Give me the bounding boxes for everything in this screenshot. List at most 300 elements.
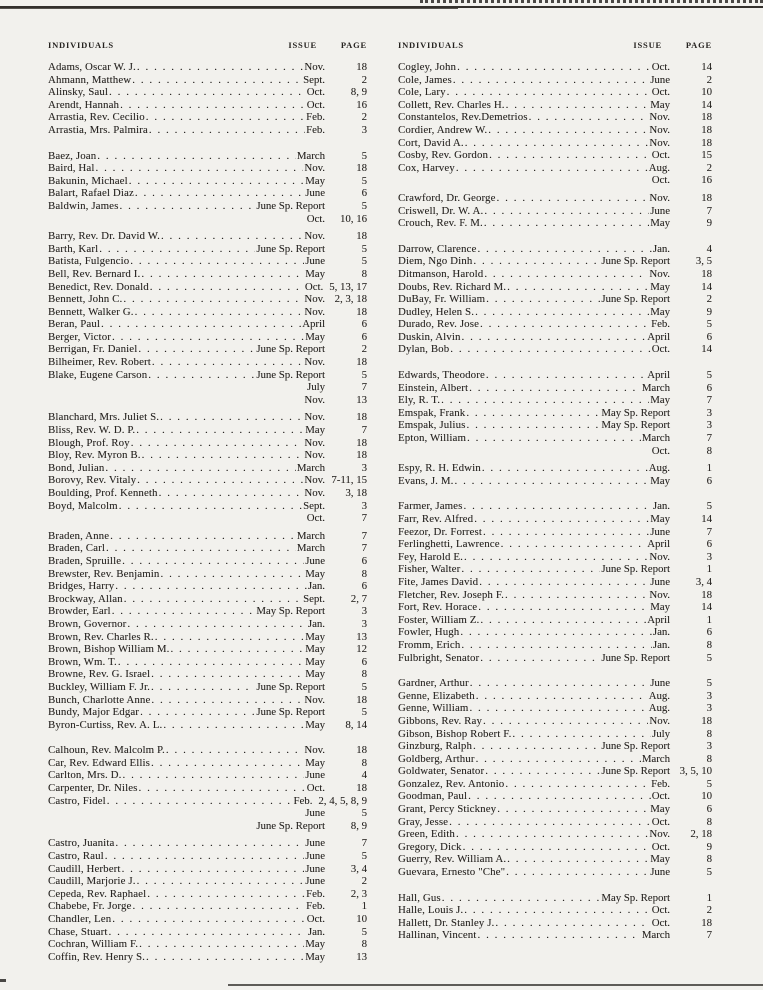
dot-leader bbox=[495, 917, 650, 930]
entry-name: Baldwin, James bbox=[48, 199, 119, 212]
entry-name: Durado, Rev. Jose bbox=[398, 318, 480, 331]
entry-issue: June bbox=[305, 850, 325, 863]
entry-name: Castro, Juanita bbox=[48, 837, 115, 850]
dot-leader bbox=[507, 281, 649, 294]
entry-page: 6 bbox=[361, 655, 367, 668]
index-row bbox=[398, 407, 712, 420]
dot-leader bbox=[105, 462, 295, 475]
dot-leader bbox=[489, 149, 651, 162]
entry-issue: May bbox=[305, 330, 325, 343]
entry-page: 1 bbox=[706, 462, 712, 475]
index-row bbox=[48, 820, 367, 833]
dot-leader bbox=[447, 86, 651, 99]
index-row bbox=[398, 639, 712, 652]
entry-issue: May bbox=[305, 668, 325, 681]
entry-name: Car, Rev. Edward Ellis bbox=[48, 756, 151, 769]
entry-page: 8 bbox=[706, 853, 712, 866]
entry-page: 8 bbox=[361, 756, 367, 769]
entry-issue: Oct. bbox=[651, 840, 670, 853]
dot-leader bbox=[461, 639, 652, 652]
individuals-heading: INDIVIDUALS bbox=[398, 40, 464, 50]
dot-leader bbox=[122, 555, 304, 568]
entry-name: Brown, Wm. T. bbox=[48, 655, 117, 668]
dot-leader bbox=[505, 778, 650, 791]
entry-name: Hall, Gus bbox=[398, 891, 441, 904]
index-row bbox=[398, 917, 712, 930]
entry-name: Feezor, Dr. Forrest bbox=[398, 525, 482, 538]
entry-issue: Feb. bbox=[306, 111, 325, 124]
index-row bbox=[398, 614, 712, 627]
index-row bbox=[48, 951, 367, 964]
index-row bbox=[398, 61, 712, 74]
entry-issue: May bbox=[650, 601, 670, 614]
entry-page: 18 bbox=[356, 305, 367, 318]
index-row bbox=[48, 656, 367, 669]
index-row bbox=[398, 394, 712, 407]
entry-page: 1 bbox=[706, 891, 712, 904]
dot-leader bbox=[129, 175, 304, 188]
entry-name: Berrigan, Fr. Daniel bbox=[48, 343, 138, 356]
top-dotted-rule bbox=[420, 0, 763, 3]
index-row bbox=[398, 149, 712, 162]
index-row bbox=[48, 500, 367, 513]
dot-leader bbox=[118, 656, 304, 669]
dot-leader bbox=[163, 719, 304, 732]
entry-issue: June Sp. Report bbox=[256, 199, 325, 212]
entry-issue: March bbox=[641, 432, 670, 445]
entry-name: Genne, William bbox=[398, 702, 469, 715]
index-row bbox=[398, 500, 712, 513]
dot-leader bbox=[469, 382, 641, 395]
index-row bbox=[398, 677, 712, 690]
entry-name: Dudley, Helen S. bbox=[398, 305, 475, 318]
entry-page: 2 bbox=[706, 161, 712, 174]
entry-name: Bloy, Rev. Myron B. bbox=[48, 449, 141, 462]
index-row bbox=[398, 904, 712, 917]
index-row bbox=[48, 542, 367, 555]
top-rule-shadow bbox=[0, 8, 458, 9]
index-row bbox=[48, 124, 367, 137]
entry-issue: June Sp. Report bbox=[601, 293, 670, 306]
entry-issue: June Sp. Report bbox=[601, 740, 670, 753]
entry-name: Alinsky, Saul bbox=[48, 86, 109, 99]
entry-issue: June bbox=[650, 575, 670, 588]
index-row bbox=[398, 526, 712, 539]
column-header bbox=[398, 40, 712, 51]
index-row bbox=[398, 892, 712, 905]
dot-leader bbox=[127, 618, 306, 631]
entry-issue: Nov. bbox=[649, 550, 670, 563]
index-row bbox=[48, 474, 367, 487]
dot-leader bbox=[137, 61, 304, 74]
dot-leader bbox=[160, 411, 303, 424]
index-row bbox=[398, 563, 712, 576]
entry-name: Arendt, Hannah bbox=[48, 98, 120, 111]
dot-leader bbox=[466, 419, 600, 432]
entry-name: Beran, Paul bbox=[48, 318, 101, 331]
index-row bbox=[48, 568, 367, 581]
entry-name: Genne, Elizabeth bbox=[398, 689, 475, 702]
dot-leader bbox=[456, 162, 648, 175]
entry-issue: June bbox=[305, 769, 325, 782]
entry-page: 3 bbox=[361, 461, 367, 474]
entry-name: Braden, Carl bbox=[48, 542, 105, 555]
entry-issue: Nov. bbox=[304, 487, 325, 499]
entry-page: 6 bbox=[706, 538, 712, 551]
index-row bbox=[48, 411, 367, 424]
entry-name: Ahmann, Matthew bbox=[48, 73, 132, 86]
entry-issue: Feb. bbox=[651, 777, 670, 790]
dot-leader bbox=[463, 841, 651, 854]
entry-page: 18 bbox=[356, 356, 367, 369]
dot-leader bbox=[477, 929, 640, 942]
dot-leader bbox=[442, 892, 601, 905]
entry-issue: Oct. bbox=[651, 444, 670, 457]
index-row bbox=[398, 318, 712, 331]
index-row bbox=[48, 875, 367, 888]
entry-name: Braden, Anne bbox=[48, 529, 110, 542]
entry-page: 2 bbox=[706, 293, 712, 306]
index-row bbox=[398, 369, 712, 382]
dot-leader bbox=[512, 728, 651, 741]
entry-page: 3 bbox=[706, 419, 712, 432]
index-row bbox=[48, 913, 367, 926]
entry-issue: June bbox=[650, 677, 670, 690]
entry-group bbox=[48, 150, 367, 732]
entry-issue: April bbox=[647, 613, 670, 626]
index-row bbox=[48, 512, 367, 525]
entry-issue: Oct. bbox=[651, 174, 670, 187]
dot-leader bbox=[110, 530, 296, 543]
entry-name: Gibbons, Rev. Ray bbox=[398, 714, 483, 727]
entry-page: 18 bbox=[701, 267, 712, 280]
dot-leader bbox=[151, 694, 303, 707]
entry-name: DuBay, Fr. William bbox=[398, 293, 486, 306]
entry-name: Boulding, Prof. Kenneth bbox=[48, 487, 158, 499]
entry-name: Guerry, Rev. William A. bbox=[398, 853, 507, 866]
entry-issue: June bbox=[305, 187, 325, 200]
index-row bbox=[48, 643, 367, 656]
entry-issue: June bbox=[650, 73, 670, 86]
dot-leader bbox=[441, 394, 649, 407]
entry-issue: May bbox=[305, 174, 325, 187]
entry-name: Brewster, Rev. Benjamin bbox=[48, 567, 160, 580]
index-row bbox=[48, 449, 367, 462]
entry-issue: Nov. bbox=[304, 230, 325, 243]
entry-name: Benedict, Rev. Donald bbox=[48, 280, 149, 293]
entry-name: Gray, Jesse bbox=[398, 815, 449, 828]
dot-leader bbox=[151, 681, 255, 694]
issue-heading: ISSUE bbox=[288, 40, 317, 50]
index-row bbox=[48, 631, 367, 644]
entry-issue: March bbox=[296, 529, 325, 542]
entry-issue: June bbox=[650, 525, 670, 538]
entry-issue: Sept. bbox=[303, 592, 325, 605]
entry-issue: June Sp. Report bbox=[256, 706, 325, 719]
entry-page: 2, 4, 5, 8, 9 bbox=[318, 794, 367, 807]
dot-leader bbox=[159, 487, 304, 500]
dot-leader bbox=[141, 268, 304, 281]
entry-name: Bell, Rev. Bernard I. bbox=[48, 267, 141, 280]
dot-leader bbox=[149, 124, 305, 137]
entry-name: Bliss, Rev. W. D. P. bbox=[48, 424, 136, 437]
index-row bbox=[398, 841, 712, 854]
entry-page: 7 bbox=[361, 542, 367, 555]
index-row bbox=[398, 753, 712, 766]
entry-page: 3 bbox=[361, 617, 367, 630]
entry-page: 6 bbox=[361, 330, 367, 343]
dot-leader bbox=[497, 803, 649, 816]
index-column bbox=[398, 40, 712, 942]
entry-name: Farr, Rev. Alfred bbox=[398, 513, 474, 525]
entry-issue: May bbox=[650, 474, 670, 487]
entry-page: 18 bbox=[701, 111, 712, 124]
dot-leader bbox=[148, 369, 255, 382]
entry-name: Einstein, Albert bbox=[398, 381, 469, 394]
index-row bbox=[48, 150, 367, 163]
dot-leader bbox=[137, 474, 303, 487]
index-row bbox=[398, 765, 712, 778]
entry-name: Caudill, Marjorie J. bbox=[48, 875, 136, 888]
dot-leader bbox=[135, 306, 304, 319]
entry-name: Epton, William bbox=[398, 432, 467, 445]
entry-page: 5 bbox=[706, 651, 712, 664]
dot-leader bbox=[506, 866, 649, 879]
entry-name: Ditmanson, Harold bbox=[398, 267, 484, 280]
entry-issue: Jan. bbox=[307, 617, 325, 630]
entry-issue: Nov. bbox=[304, 411, 325, 424]
entry-page: 6 bbox=[706, 626, 712, 639]
dot-leader bbox=[137, 875, 305, 888]
entry-name: Criswell, Dr. W. A. bbox=[398, 204, 484, 217]
entry-name: Barth, Karl bbox=[48, 242, 99, 255]
dot-leader bbox=[506, 99, 650, 112]
entry-issue: Nov. bbox=[649, 267, 670, 280]
dot-leader bbox=[130, 255, 304, 268]
index-row bbox=[48, 618, 367, 631]
entry-page: 2, 3, 18 bbox=[334, 293, 367, 306]
index-row bbox=[48, 381, 367, 394]
entry-issue: Nov. bbox=[304, 474, 325, 487]
entry-page: 8 bbox=[706, 638, 712, 651]
entry-issue: June Sp. Report bbox=[601, 255, 670, 268]
dot-leader bbox=[109, 86, 306, 99]
entry-issue: May bbox=[305, 718, 325, 731]
entry-issue: June Sp. Report bbox=[256, 819, 325, 832]
dot-leader bbox=[480, 652, 600, 665]
entry-name: Coffin, Rev. Henry S. bbox=[48, 950, 146, 963]
entry-issue: Oct. bbox=[306, 212, 325, 225]
entry-name: Goodman, Paul bbox=[398, 790, 468, 803]
entry-group bbox=[398, 369, 712, 487]
index-row bbox=[48, 744, 367, 757]
entry-page: 3 bbox=[361, 499, 367, 512]
entry-name: Bond, Julian bbox=[48, 461, 105, 474]
entry-issue: Nov. bbox=[649, 123, 670, 136]
dot-leader bbox=[122, 863, 305, 876]
entry-page: 3 bbox=[706, 406, 712, 419]
index-row bbox=[398, 462, 712, 475]
dot-leader bbox=[507, 853, 649, 866]
entry-issue: Nov. bbox=[649, 136, 670, 149]
index-row bbox=[48, 293, 367, 306]
entry-page: 5 bbox=[706, 866, 712, 879]
entry-issue: Nov. bbox=[649, 191, 670, 204]
index-row bbox=[48, 99, 367, 112]
entry-issue: Nov. bbox=[304, 293, 325, 306]
entry-name: Farmer, James bbox=[398, 500, 463, 513]
dot-leader bbox=[152, 356, 303, 369]
entry-issue: Feb. bbox=[293, 794, 313, 807]
dot-leader bbox=[140, 706, 255, 719]
entry-page: 5 bbox=[706, 500, 712, 513]
entry-page: 3 bbox=[706, 550, 712, 563]
index-row bbox=[398, 174, 712, 187]
entry-page: 2 bbox=[361, 111, 367, 124]
entry-issue: June bbox=[305, 862, 325, 875]
entry-issue: May bbox=[305, 567, 325, 580]
entry-page: 8 bbox=[706, 727, 712, 740]
dot-leader bbox=[101, 318, 301, 331]
entry-issue: July bbox=[307, 381, 325, 394]
index-row bbox=[48, 900, 367, 913]
entry-page: 8 bbox=[706, 815, 712, 828]
dot-leader bbox=[151, 668, 304, 681]
entry-name: Bennett, Walker G. bbox=[48, 305, 134, 318]
index-row bbox=[398, 740, 712, 753]
index-row bbox=[48, 281, 367, 294]
index-row bbox=[48, 175, 367, 188]
entry-name: Gardner, Arthur bbox=[398, 677, 469, 690]
entry-name: Diem, Ngo Dinh bbox=[398, 255, 473, 268]
entry-issue: May bbox=[305, 655, 325, 668]
entry-page: 14 bbox=[701, 601, 712, 614]
entry-page: 14 bbox=[701, 98, 712, 111]
entry-group bbox=[398, 500, 712, 664]
entry-issue: March bbox=[641, 929, 670, 942]
entry-issue: April bbox=[647, 369, 670, 382]
entry-page: 13 bbox=[356, 950, 367, 963]
dot-leader bbox=[119, 500, 302, 513]
index-row bbox=[48, 462, 367, 475]
entry-page: 5 bbox=[706, 777, 712, 790]
dot-leader bbox=[475, 306, 649, 319]
entry-group bbox=[398, 677, 712, 879]
entry-page: 18 bbox=[701, 714, 712, 727]
dot-leader bbox=[131, 437, 304, 450]
entry-issue: June bbox=[305, 554, 325, 567]
entry-name: Fey, Harold E. bbox=[398, 550, 463, 563]
index-row bbox=[398, 929, 712, 942]
entry-page: 7 bbox=[361, 837, 367, 850]
index-row bbox=[398, 652, 712, 665]
entry-name: Green, Edith bbox=[398, 828, 455, 841]
entry-issue: May bbox=[305, 267, 325, 280]
entry-issue: Sept. bbox=[303, 73, 325, 86]
dot-leader bbox=[464, 551, 648, 564]
index-row bbox=[398, 192, 712, 205]
entry-issue: July bbox=[652, 727, 670, 740]
entry-issue: April bbox=[302, 318, 325, 331]
entry-page: 3 bbox=[706, 740, 712, 753]
index-row bbox=[398, 86, 712, 99]
entry-name: Bridges, Harry bbox=[48, 580, 115, 593]
entry-name: Blanchard, Mrs. Juliet S. bbox=[48, 411, 160, 424]
dot-leader bbox=[139, 782, 306, 795]
index-row bbox=[398, 715, 712, 728]
individuals-heading: INDIVIDUALS bbox=[48, 40, 114, 50]
entry-page: 7 bbox=[706, 204, 712, 217]
entry-issue: Nov. bbox=[304, 162, 325, 175]
dot-leader bbox=[132, 74, 302, 87]
index-row bbox=[48, 369, 367, 382]
index-row bbox=[48, 437, 367, 450]
entry-page: 2 bbox=[706, 904, 712, 917]
index-row bbox=[48, 926, 367, 939]
index-row bbox=[398, 74, 712, 87]
dot-leader bbox=[132, 900, 305, 913]
entry-issue: Jan. bbox=[652, 626, 670, 639]
entry-issue: Oct. bbox=[306, 782, 325, 795]
entry-page: 7 bbox=[361, 512, 367, 525]
index-row bbox=[48, 356, 367, 369]
entry-issue: Feb. bbox=[306, 900, 325, 913]
index-row bbox=[48, 306, 367, 319]
dot-leader bbox=[106, 542, 296, 555]
entry-issue: May Sp. Report bbox=[601, 419, 670, 432]
dot-leader bbox=[155, 631, 304, 644]
entry-issue: Oct. bbox=[651, 904, 670, 917]
dot-leader bbox=[486, 369, 646, 382]
dot-leader bbox=[109, 926, 307, 939]
index-row bbox=[398, 137, 712, 150]
entry-issue: Feb. bbox=[306, 123, 325, 136]
dot-leader bbox=[151, 757, 304, 770]
entry-name: Brown, Rev. Charles R. bbox=[48, 630, 154, 643]
entry-issue: June Sp. Report bbox=[256, 368, 325, 381]
entry-issue: May bbox=[650, 513, 670, 525]
index-row bbox=[398, 382, 712, 395]
entry-issue: Oct. bbox=[651, 86, 670, 99]
entry-page: 5 bbox=[361, 199, 367, 212]
index-row bbox=[398, 281, 712, 294]
entry-page: 18 bbox=[701, 123, 712, 136]
entry-issue: May Sp. Report bbox=[256, 605, 325, 618]
entry-page: 4 bbox=[706, 242, 712, 255]
entry-name: Batista, Fulgencio bbox=[48, 255, 130, 268]
index-row bbox=[398, 551, 712, 564]
dot-leader bbox=[112, 331, 304, 344]
entry-page: 1 bbox=[361, 900, 367, 913]
entry-issue: Oct. bbox=[651, 790, 670, 803]
entry-issue: Aug. bbox=[648, 462, 670, 475]
entry-page: 13 bbox=[356, 393, 367, 406]
entry-page: 1 bbox=[706, 563, 712, 576]
dot-leader bbox=[457, 61, 651, 74]
dot-leader bbox=[467, 432, 641, 445]
entry-name: Fite, James David bbox=[398, 575, 479, 588]
entry-issue: April bbox=[647, 330, 670, 343]
entry-name: Castro, Raul bbox=[48, 850, 104, 863]
index-row bbox=[398, 853, 712, 866]
dot-leader bbox=[139, 938, 304, 951]
index-row bbox=[48, 200, 367, 213]
entry-name: Ferlinghetti, Lawrence bbox=[398, 538, 500, 551]
entry-page: 10 bbox=[356, 913, 367, 925]
entry-issue: Jan. bbox=[652, 500, 670, 513]
entry-issue: June bbox=[305, 255, 325, 268]
entry-issue: Nov. bbox=[649, 714, 670, 727]
